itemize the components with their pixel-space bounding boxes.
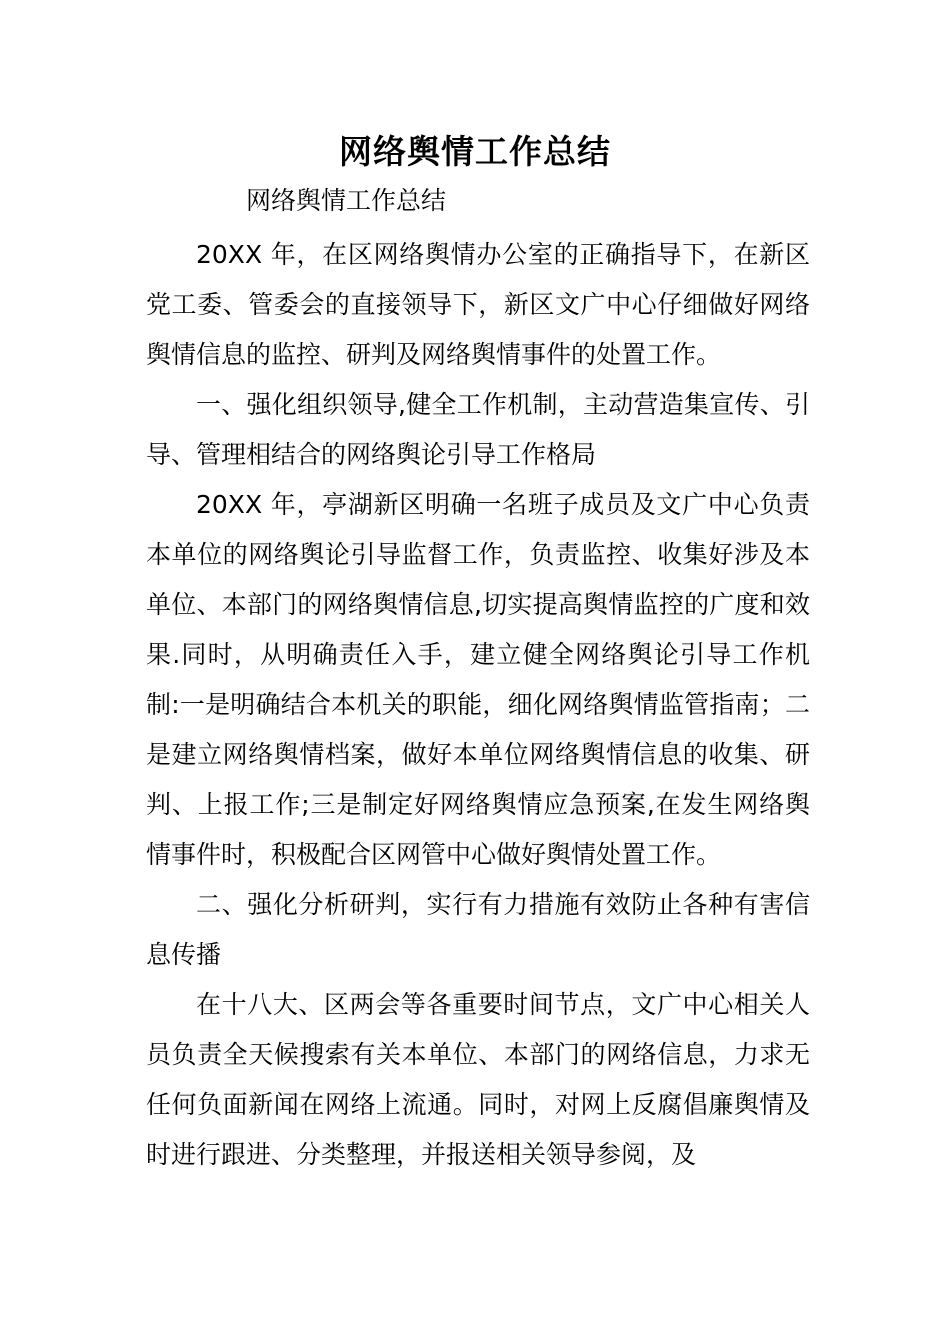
document-title: 网络舆情工作总结	[339, 132, 611, 171]
section-heading-2: 二、强化分析研判，实行有力措施有效防止各种有害信息传播	[146, 890, 810, 969]
document-body	[146, 230, 810, 1180]
paragraph-intro: 20XX 年，在区网络舆情办公室的正确指导下，在新区党工委、管委会的直接领导下，新区文广中心仔细做好网络舆情信息的监控、研判及网络舆情事件的处置工作。	[146, 240, 810, 369]
document-subtitle: 网络舆情工作总结	[246, 186, 447, 215]
paragraph-section-2: 在十八大、区两会等各重要时间节点，文广中心相关人员负责全天候搜索有关本单位、本部门的网络信息，力求无任何负面新闻在网络上流通。同时，对网上反腐倡廉舆情及时进行跟进、分类整理，并报送相关领导参阅，及	[146, 990, 810, 1169]
paragraph-section-1: 20XX 年，亭湖新区明确一名班子成员及文广中心负责本单位的网络舆论引导监督工作，负责监控、收集好涉及本单位、本部门的网络舆情信息,切实提高舆情监控的广度和效果.同时，从明确责任入手，建立健全网络舆论引导工作机制:一是明确结合本机关的职能，细化网络舆情监管指南；二是建立网络舆情档案，做好本单位网络舆情信息的收集、研判、上报工作;三是制定好网络舆情应急预案,在发生网络舆情事件时，积极配合区网管中心做好舆情处置工作。	[146, 490, 810, 869]
section-heading-1: 一、强化组织领导,健全工作机制，主动营造集宣传、引导、管理相结合的网络舆论引导工作格局	[146, 390, 810, 469]
